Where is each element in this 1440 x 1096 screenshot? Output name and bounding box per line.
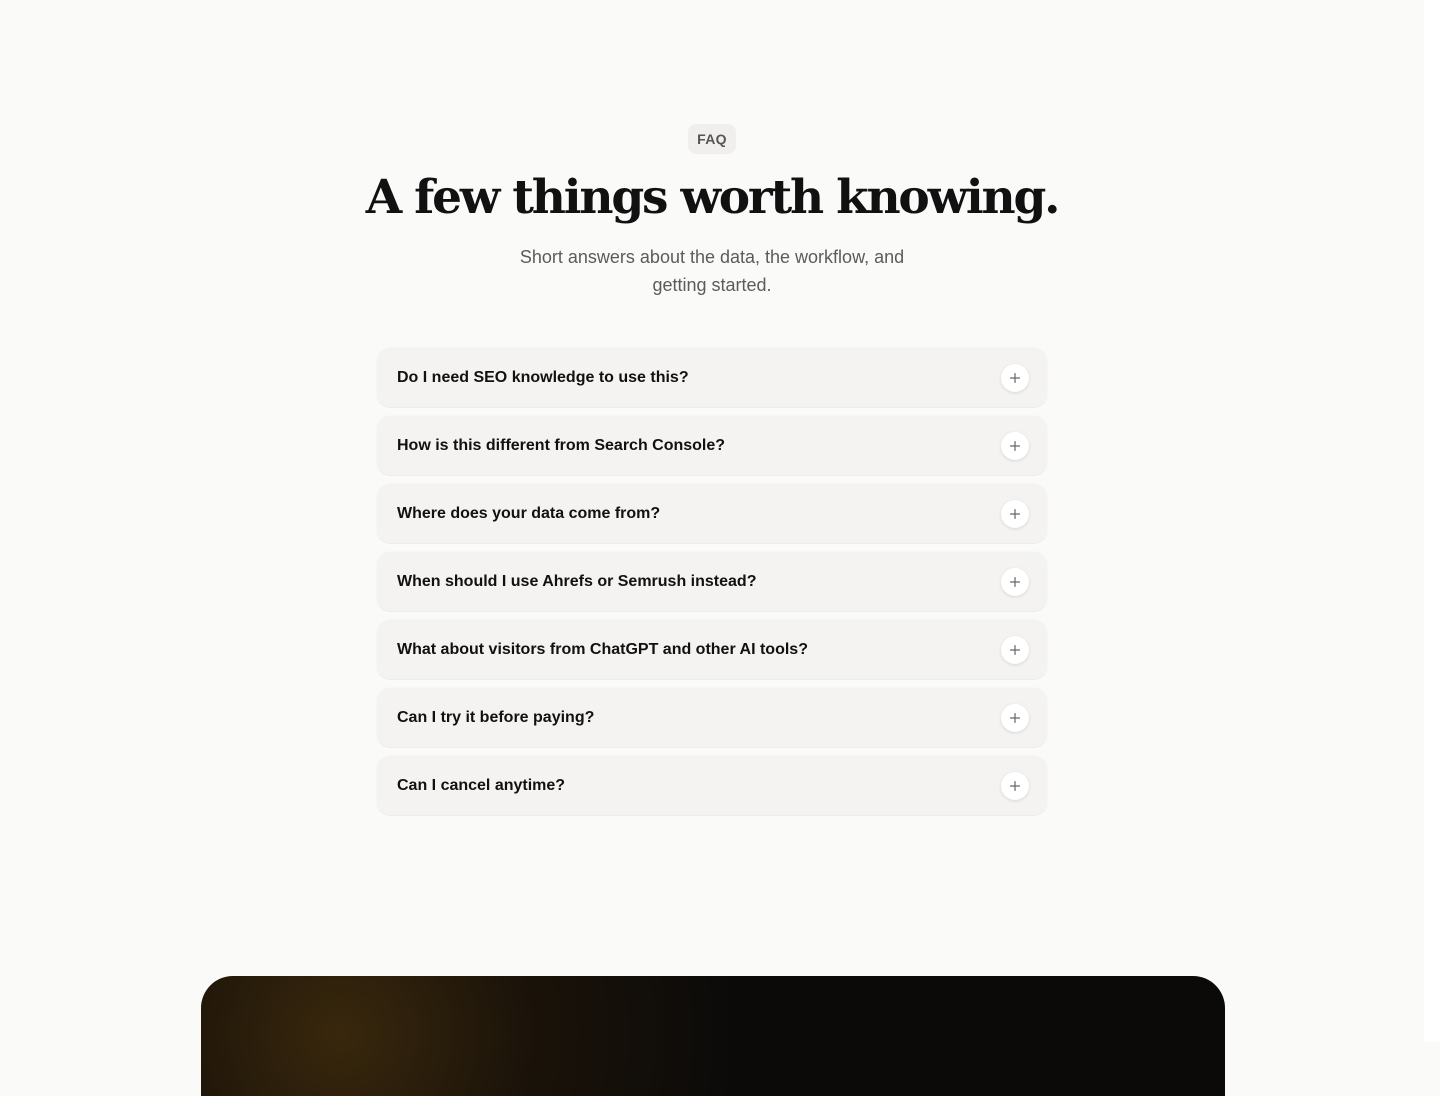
- expand-button[interactable]: [1001, 772, 1029, 800]
- faq-badge: FAQ: [688, 124, 736, 154]
- faq-question: Can I try it before paying?: [397, 709, 595, 726]
- plus-icon: [1010, 509, 1020, 519]
- plus-icon: [1010, 781, 1020, 791]
- plus-icon: [1010, 441, 1020, 451]
- faq-item[interactable]: [377, 484, 1047, 543]
- faq-item[interactable]: [377, 416, 1047, 475]
- faq-question: What about visitors from ChatGPT and other AI tools?: [397, 641, 808, 658]
- plus-icon: [1010, 645, 1020, 655]
- faq-item[interactable]: [377, 688, 1047, 747]
- faq-question: How is this different from Search Console?: [397, 437, 726, 454]
- page-subtitle: Short answers about the data, the workflow, and getting started.: [519, 247, 905, 295]
- expand-button[interactable]: [1001, 568, 1029, 596]
- dark-cta-panel: [201, 976, 1225, 1096]
- faq-item[interactable]: [377, 756, 1047, 815]
- faq-item[interactable]: [377, 620, 1047, 679]
- expand-button[interactable]: [1001, 636, 1029, 664]
- faq-item[interactable]: [377, 348, 1047, 407]
- expand-button[interactable]: [1001, 432, 1029, 460]
- plus-icon: [1010, 577, 1020, 587]
- faq-list: [377, 348, 1047, 824]
- expand-button[interactable]: [1001, 500, 1029, 528]
- faq-item[interactable]: [377, 552, 1047, 611]
- faq-question: Where does your data come from?: [397, 505, 661, 522]
- faq-question: When should I use Ahrefs or Semrush instead?: [397, 573, 757, 590]
- plus-icon: [1010, 373, 1020, 383]
- scrollbar[interactable]: [1424, 0, 1440, 1042]
- expand-button[interactable]: [1001, 364, 1029, 392]
- faq-question: Can I cancel anytime?: [397, 777, 566, 794]
- expand-button[interactable]: [1001, 704, 1029, 732]
- page-title: A few things worth knowing.: [365, 170, 1059, 225]
- faq-question: Do I need SEO knowledge to use this?: [397, 369, 689, 386]
- plus-icon: [1010, 713, 1020, 723]
